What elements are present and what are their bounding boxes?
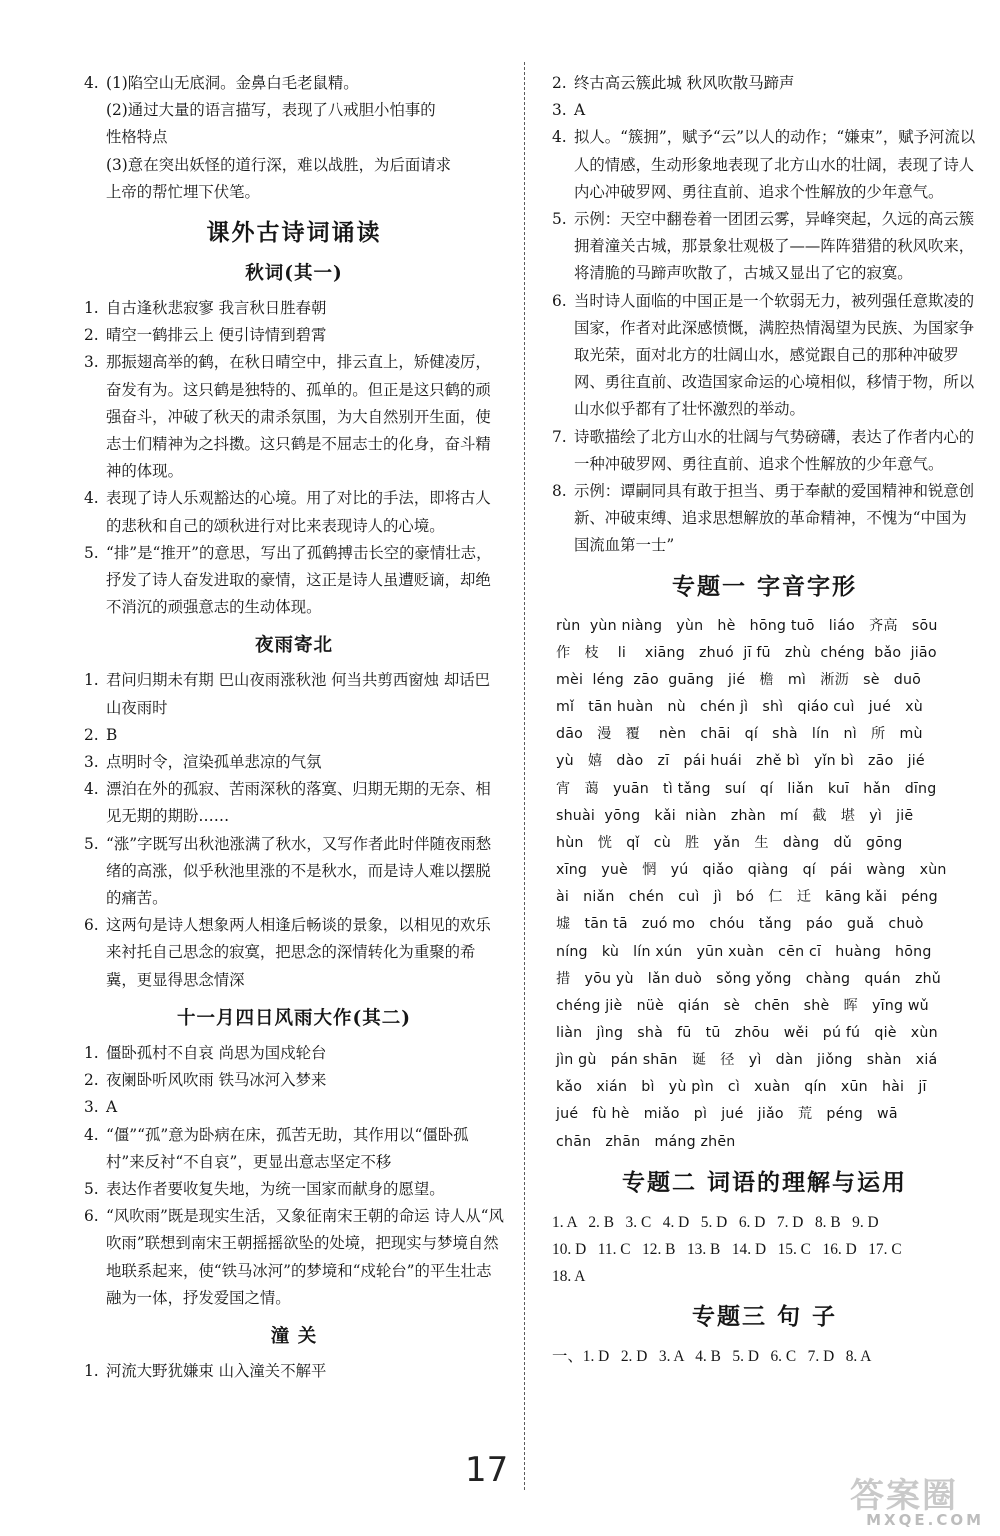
answer-line: (3)意在突出妖怪的道行深，难以战胜，为后面请求 — [106, 155, 452, 174]
answer-number: 4. — [552, 128, 567, 147]
answer-item — [84, 540, 504, 622]
answer-number: 6. — [552, 291, 567, 310]
answer-text: 僵卧孤村不自哀 尚思为国戍轮台 — [106, 1043, 327, 1062]
answer-text: “僵”“孤”意为卧病在床，孤苦无助，其作用以“僵卧孤村”来反衬“不自哀”，更显出意志坚定不移 — [106, 1125, 469, 1171]
answer-line: (2)通过大量的语言描写，表现了八戒胆小怕事的 — [106, 101, 436, 120]
answer-text: 自古逢秋悲寂寥 我言秋日胜春朝 — [106, 299, 327, 318]
answer-line: 1. A 2. B 3. C 4. D 5. D 6. D 7. D 8. B 9. D — [552, 1213, 879, 1231]
answer-item — [552, 288, 977, 424]
pinyin-line: 作 枝 li xiāng zhuó jī fū zhù chéng bǎo jiāo — [556, 644, 937, 661]
answer-number: 4. — [84, 74, 99, 92]
answer-item — [84, 1203, 504, 1312]
answer-item — [84, 322, 504, 349]
answer-item — [552, 124, 977, 206]
pinyin-line: chān zhān máng zhēn — [556, 1133, 736, 1150]
answer-text: 终古高云簇此城 秋风吹散马蹄声 — [574, 74, 795, 92]
answer-number: 4. — [84, 1125, 99, 1144]
answer-item — [552, 478, 977, 560]
answer-text: 当时诗人面临的中国正是一个软弱无力，被列强任意欺凌的国家，作者对此深感愤慨，满腔热情渴望为民族、为国家争取光荣，面对北方的壮阔山水，感觉跟自己的那种冲破罗网、勇往直前、改造国家命运的心境相似，移情于物，所以山水似乎都有了壮怀激烈的举动。 — [574, 291, 975, 419]
answer-number: 3. — [84, 1098, 99, 1117]
answer-number: 3. — [552, 101, 567, 120]
answer-item — [84, 667, 504, 721]
pinyin-line: mǐ tān huàn nù chén jì shì qiáo cuì jué xù — [556, 699, 923, 716]
answer-number: 1. — [84, 1361, 99, 1380]
answer-item — [552, 70, 977, 97]
topic-title: 专题三 句 子 — [691, 1303, 837, 1331]
answer-text — [84, 70, 504, 97]
answer-number: 3. — [84, 353, 99, 372]
answer-item — [84, 70, 504, 97]
answer-number: 1. — [84, 299, 99, 318]
answer-item — [84, 485, 504, 539]
answer-item — [84, 1067, 504, 1094]
answer-line: 一、1. D 2. D 3. A 4. B 5. D 6. C 7. D 8. A — [552, 1348, 872, 1366]
answer-line: 10. D 11. C 12. B 13. B 14. D 15. C 16. D 17. C — [552, 1240, 902, 1258]
poem-title: 夜雨寄北 — [254, 635, 333, 657]
answer-number: 2. — [552, 74, 567, 92]
answer-text: 示例：天空中翻卷着一团团云雾，异峰突起，久远的高云簇拥着潼关古城，那景象壮观极了——阵阵猎猎的秋风吹来，将清脆的马蹄声吹散了，古城又显出了它的寂寞。 — [574, 210, 975, 283]
poem-title: 秋词(其一) — [245, 263, 343, 285]
pinyin-line: jué fù hè miǎo pì jué jiǎo 荒 péng wā — [556, 1106, 898, 1123]
answer-item — [84, 1122, 504, 1176]
left-column — [84, 70, 504, 1385]
pinyin-line: 措 yōu yù lǎn duò sǒng yǒng chàng quán zhǔ — [556, 970, 941, 987]
watermark-logo — [850, 1468, 988, 1530]
answer-line: 性格特点 — [106, 128, 168, 147]
answer-item — [84, 912, 504, 994]
answer-text: 晴空一鹤排云上 便引诗情到碧霄 — [106, 326, 327, 345]
answer-number: 7. — [552, 427, 567, 446]
answer-number: 3. — [84, 753, 99, 772]
answer-text: 君问归期未有期 巴山夜雨涨秋池 何当共剪西窗烛 却话巴山夜雨时 — [106, 671, 491, 717]
answer-text — [84, 152, 504, 206]
answer-text: “风吹雨”既是现实生活，又象征南宋王朝的命运 诗人从“风吹雨”联想到南宋王朝摇摇欲坠的处境，把现实与梦境自然地联系起来，使“铁马冰河”的梦境和“戍轮台”的平生壮志融为一体，抒发爱国之情。 — [106, 1207, 504, 1307]
watermark-url: MXQE.COM — [866, 1511, 984, 1529]
answer-number: 5. — [84, 834, 99, 853]
answer-number: 8. — [552, 482, 567, 501]
answer-text: A — [574, 101, 586, 120]
answer-text: 漂泊在外的孤寂、苦雨深秋的落寞、归期无期的无奈、相见无期的期盼…… — [106, 780, 491, 826]
answer-number: 1. — [84, 671, 99, 690]
answer-number: 2. — [84, 725, 99, 744]
answer-item — [552, 97, 977, 124]
answer-text: 点明时令，渲染孤单悲凉的气氛 — [106, 753, 322, 772]
right-column — [552, 70, 977, 1371]
answer-text: 河流大野犹嫌束 山入潼关不解平 — [106, 1361, 327, 1380]
answer-item — [84, 349, 504, 485]
answer-number: 2. — [84, 326, 99, 345]
answer-number: 4. — [84, 780, 99, 799]
answer-number: 6. — [84, 1207, 99, 1226]
page-number: 17 — [465, 1450, 509, 1490]
answer-text: A — [106, 1098, 118, 1117]
answer-number: 6. — [84, 916, 99, 935]
pinyin-line: 宵 蔼 yuān tì tǎng suí qí liǎn kuī hǎn dīng — [556, 780, 937, 797]
answer-item — [552, 424, 977, 478]
pinyin-line: xīng yuè 惘 yú qiǎo qiàng qí pái wàng xùn — [556, 862, 947, 879]
poem-title: 潼 关 — [270, 1325, 318, 1347]
answer-text: 那振翅高举的鹤，在秋日晴空中，排云直上，矫健凌厉，奋发有为。这只鹤是独特的、孤单的。但正是这只鹤的顽强奋斗，冲破了秋天的肃杀氛围，为大自然别开生面，使志士们精神为之抖擞。这只鹤是不屈志士的化身，奋斗精神的体现。 — [106, 353, 491, 481]
answer-number: 5. — [84, 543, 99, 562]
pinyin-line: yù 嬉 dào zī pái huái zhě bì yǐn bì zāo jié — [556, 753, 925, 770]
pinyin-line: dāo 漫 覆 nèn chāi qí shà lín nì 所 mù — [556, 726, 923, 743]
answer-item — [84, 776, 504, 830]
answer-item — [84, 152, 504, 206]
answer-text: 拟人。“簇拥”，赋予“云”以人的动作；“嫌束”，赋予河流以人的情感，生动形象地表现了北方山水的壮阔，表现了诗人内心冲破罗网、勇往直前、追求个性解放的少年意气。 — [574, 128, 976, 201]
answer-text: 表现了诗人乐观豁达的心境。用了对比的手法，即将古人的悲秋和自己的颂秋进行对比来表现诗人的心境。 — [106, 489, 491, 535]
topic-title: 专题二 词语的理解与运用 — [621, 1168, 907, 1196]
poem-title: 十一月四日风雨大作(其二) — [176, 1007, 411, 1029]
section-title: 课外古诗词诵读 — [206, 219, 382, 247]
pinyin-line: rùn yùn niàng yùn hè hōng tuō liáo 齐高 sōu — [556, 617, 938, 634]
topic-title: 专题一 字音字形 — [671, 572, 857, 600]
answer-item — [84, 1094, 504, 1121]
answer-text — [84, 97, 504, 151]
pinyin-line: hùn 恍 qǐ cù 胜 yǎn 生 dàng dǔ gōng — [556, 834, 903, 851]
pinyin-line: shuài yōng kǎi niàn zhàn mí 截 堪 yì jiē — [556, 807, 914, 824]
answer-line: (1)陷空山无底洞。金鼻白毛老鼠精。 — [106, 74, 359, 92]
answer-text: 这两句是诗人想象两人相逢后畅谈的景象，以相见的欢乐来衬托自己思念的寂寞，把思念的深情转化为重聚的希冀，更显得思念情深 — [106, 916, 491, 989]
answer-number: 5. — [84, 1179, 99, 1198]
answer-text: 表达作者要收复失地，为统一国家而献身的愿望。 — [106, 1179, 445, 1198]
pinyin-line: chéng jiè nüè qián sè chēn shè 晖 yīng wǔ — [556, 997, 929, 1014]
pinyin-line: ài niǎn chén cuì jì bó 仁 迁 kāng kǎi péng — [556, 889, 938, 906]
pinyin-line: níng kù lín xún yūn xuàn cēn cī huàng hōng — [556, 943, 932, 960]
answer-text: B — [106, 725, 118, 744]
answer-item — [84, 295, 504, 322]
answer-text: “排”是“推开”的意思，写出了孤鹤搏击长空的豪情壮志，抒发了诗人奋发进取的豪情，这正是诗人虽遭贬谪，却绝不消沉的顽强意志的生动体现。 — [106, 543, 492, 617]
pinyin-line: jìn gù pán shān 诞 径 yì dàn jiǒng shàn xiá — [556, 1052, 938, 1069]
watermark-text: 答案圈 — [850, 1476, 958, 1516]
answer-item — [84, 722, 504, 749]
answer-text: 诗歌描绘了北方山水的壮阔与气势磅礴，表达了作者内心的一种冲破罗网、勇往直前、追求个性解放的少年意气。 — [574, 427, 975, 473]
column-divider — [524, 62, 525, 1490]
answer-number: 1. — [84, 1043, 99, 1062]
answer-item — [84, 97, 504, 151]
answer-item — [84, 749, 504, 776]
answer-line: 上帝的帮忙埋下伏笔。 — [106, 182, 260, 201]
answer-number: 2. — [84, 1071, 99, 1090]
answer-text: “涨”字既写出秋池涨满了秋水，又写作者此时伴随夜雨愁绪的高涨，似乎秋池里涨的不是秋水，而是诗人难以摆脱的痛苦。 — [106, 834, 492, 908]
pinyin-line: kǎo xián bì yù pìn cì xuàn qín xūn hài jī — [556, 1079, 927, 1096]
pinyin-line: liàn jìng shà fū tū zhōu wěi pú fú qiè xùn — [556, 1025, 938, 1041]
answer-item — [84, 1358, 504, 1385]
pinyin-line: 墟 tān tā zuó mo chóu tǎng páo guǎ chuò — [556, 916, 924, 933]
answer-text: 示例：谭嗣同具有敢于担当、勇于奉献的爱国精神和锐意创新、冲破束缚、追求思想解放的革命精神，不愧为“中国为国流血第一士” — [574, 482, 975, 555]
answer-item — [84, 831, 504, 913]
answer-line: 18. A — [552, 1268, 586, 1286]
answer-number: 4. — [84, 489, 99, 508]
answer-number: 5. — [552, 210, 567, 229]
answer-item — [552, 206, 977, 288]
answer-item — [84, 1040, 504, 1067]
pinyin-line: mèi léng zāo guāng jié 檐 mì 淅沥 sè duō — [556, 671, 922, 688]
answer-item — [84, 1176, 504, 1203]
answer-text: 夜阑卧听风吹雨 铁马冰河入梦来 — [106, 1071, 327, 1090]
